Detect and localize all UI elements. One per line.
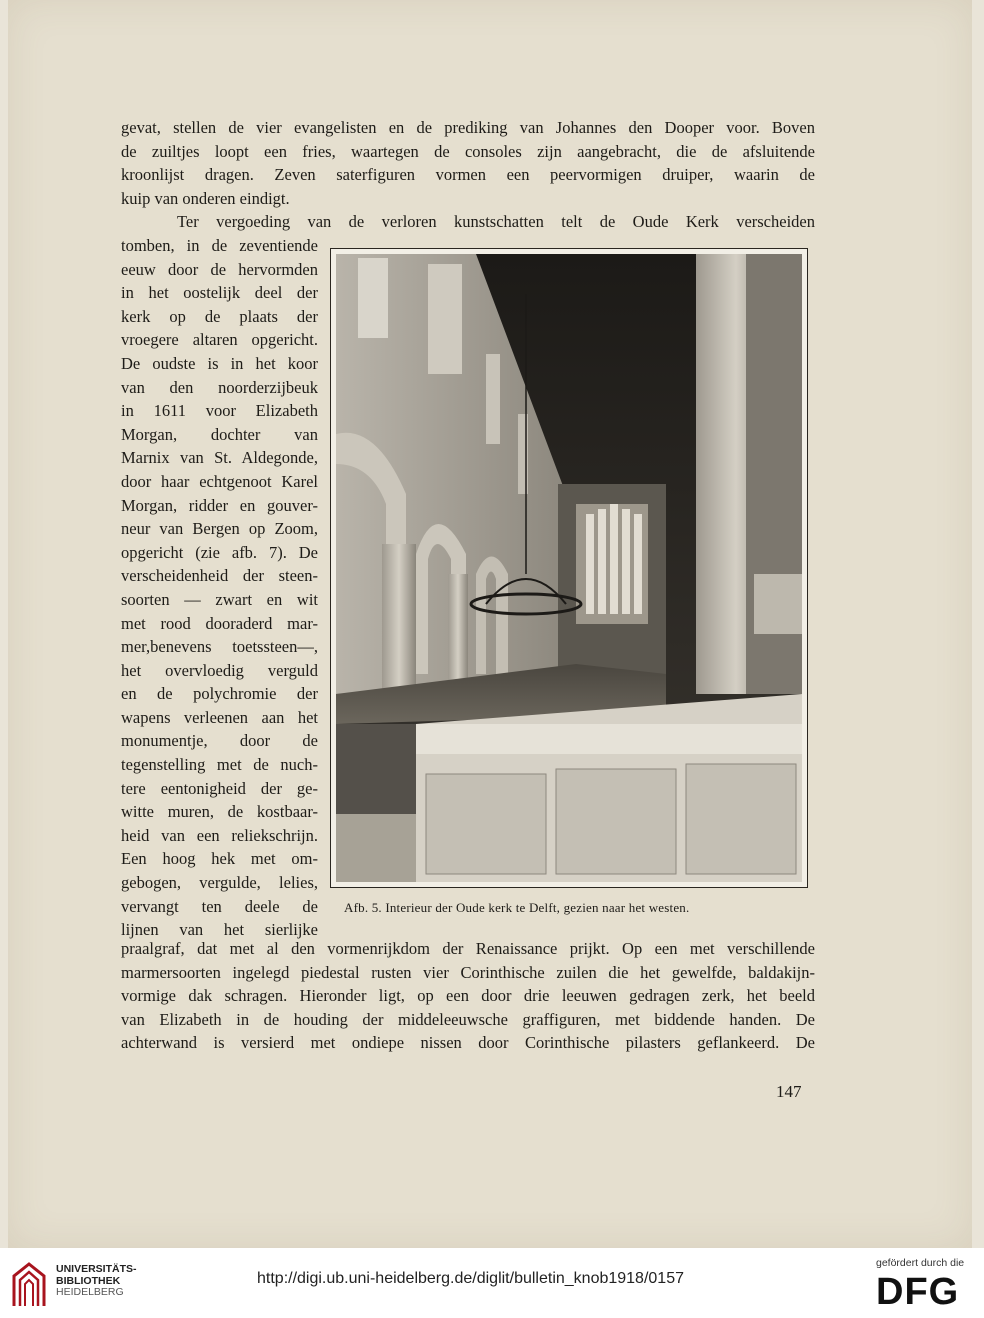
- text-line: gebogen, vergulde, lelies,: [121, 873, 318, 893]
- text-line: mer,benevens toetssteen—,: [121, 637, 318, 657]
- text-line: en de polychromie der: [121, 684, 318, 704]
- text-line: door haar echtgenoot Karel: [121, 471, 318, 491]
- text-line: in 1611 voor Elizabeth: [121, 401, 318, 421]
- text-line: achterwand is versierd met ondiepe nissen door Corinthische pilasters geflankeerd. De: [121, 1033, 815, 1053]
- text-line: Morgan, dochter van: [121, 424, 318, 444]
- text-line: van Elizabeth in de houding der middeleeuwsche graffiguren, met biddende handen. De: [121, 1009, 815, 1029]
- text-line: lijnen van het sierlijke: [121, 920, 318, 940]
- church-interior-illustration: [336, 254, 802, 882]
- text-line: in het oostelijk deel der: [121, 283, 318, 303]
- text-line: Marnix van St. Aldegonde,: [121, 448, 318, 468]
- text-line: eeuw door de hervormden: [121, 259, 318, 279]
- text-line: tere eentonigheid der ge-: [121, 778, 318, 798]
- text-line: het overvloedig verguld: [121, 660, 318, 680]
- library-city: HEIDELBERG: [56, 1286, 124, 1298]
- text-line: witte muren, de kostbaar-: [121, 802, 318, 822]
- text-line: opgericht (zie afb. 7). De: [121, 542, 318, 562]
- funding-note: gefördert durch die: [876, 1257, 965, 1269]
- text-line: kroonlijst dragen. Zeven saterfiguren vormen een peervormigen druiper, waarin de: [121, 165, 815, 185]
- text-line: van den noorderzijbeuk: [121, 377, 318, 397]
- text-column-left: [121, 234, 318, 942]
- text-line: kerk op de plaats der: [121, 306, 318, 326]
- dfg-logo: DFG: [876, 1271, 960, 1313]
- text-line: Een hoog hek met om-: [121, 849, 318, 869]
- permalink-url[interactable]: http://digi.ub.uni-heidelberg.de/diglit/bulletin_knob1918/0157: [257, 1270, 684, 1287]
- text-line: soorten — zwart en wit: [121, 589, 318, 609]
- text-line: Morgan, ridder en gouver-: [121, 495, 318, 515]
- text-line: vormige dak schragen. Hieronder ligt, op een door drie leeuwen gedragen zerk, het beeld: [121, 986, 815, 1006]
- text-line: kuip van onderen eindigt.: [121, 188, 290, 208]
- text-line: heid van een reliekschrijn.: [121, 825, 318, 845]
- text-line: wapens verleenen aan het: [121, 707, 318, 727]
- text-line: praalgraf, dat met al den vormenrijkdom der Renaissance prijkt. Op een met verschillende: [121, 939, 815, 958]
- text-line: Ter vergoeding van de verloren kunstschatten telt de Oude Kerk verscheiden: [177, 212, 815, 231]
- paragraph-2-continued: [121, 937, 815, 1055]
- library-name-line1: UNIVERSITÄTS-: [56, 1263, 137, 1275]
- figure-caption: Afb. 5. Interieur der Oude kerk te Delft, gezien naar het westen.: [344, 900, 690, 915]
- church-interior-photo: [336, 254, 802, 882]
- paragraph-1: [121, 116, 815, 210]
- text-line: verscheidenheid der steen-: [121, 566, 318, 586]
- text-line: met rood dooraderd mar-: [121, 613, 318, 633]
- figure-frame: [330, 248, 808, 888]
- text-line: vroegere altaren opgericht.: [121, 330, 318, 350]
- text-line: de zuiltjes loopt een fries, waartegen de consoles zijn aangebracht, die de afsluitende: [121, 141, 815, 161]
- text-line: neur van Bergen op Zoom,: [121, 519, 318, 539]
- text-line: tomben, in de zeventiende: [121, 236, 318, 255]
- text-line: monumentje, door de: [121, 731, 318, 751]
- page-number: 147: [776, 1082, 802, 1101]
- library-name-line2: BIBLIOTHEK: [56, 1274, 121, 1287]
- text-line: gevat, stellen de vier evangelisten en de prediking van Johannes den Dooper voor. Boven: [121, 118, 815, 137]
- paragraph-2-first-line: [177, 210, 815, 234]
- ub-heidelberg-logo-icon: [10, 1262, 48, 1308]
- library-name: [56, 1264, 137, 1299]
- text-line: De oudste is in het koor: [121, 353, 318, 373]
- text-line: tegenstelling met de nuch-: [121, 755, 318, 775]
- text-line: marmersoorten ingelegd piedestal rusten vier Corinthische zuilen die het gewelfde, baldakijn-: [121, 962, 815, 982]
- text-line: vervangt ten deele de: [121, 896, 318, 916]
- digitization-footer: [0, 1248, 984, 1318]
